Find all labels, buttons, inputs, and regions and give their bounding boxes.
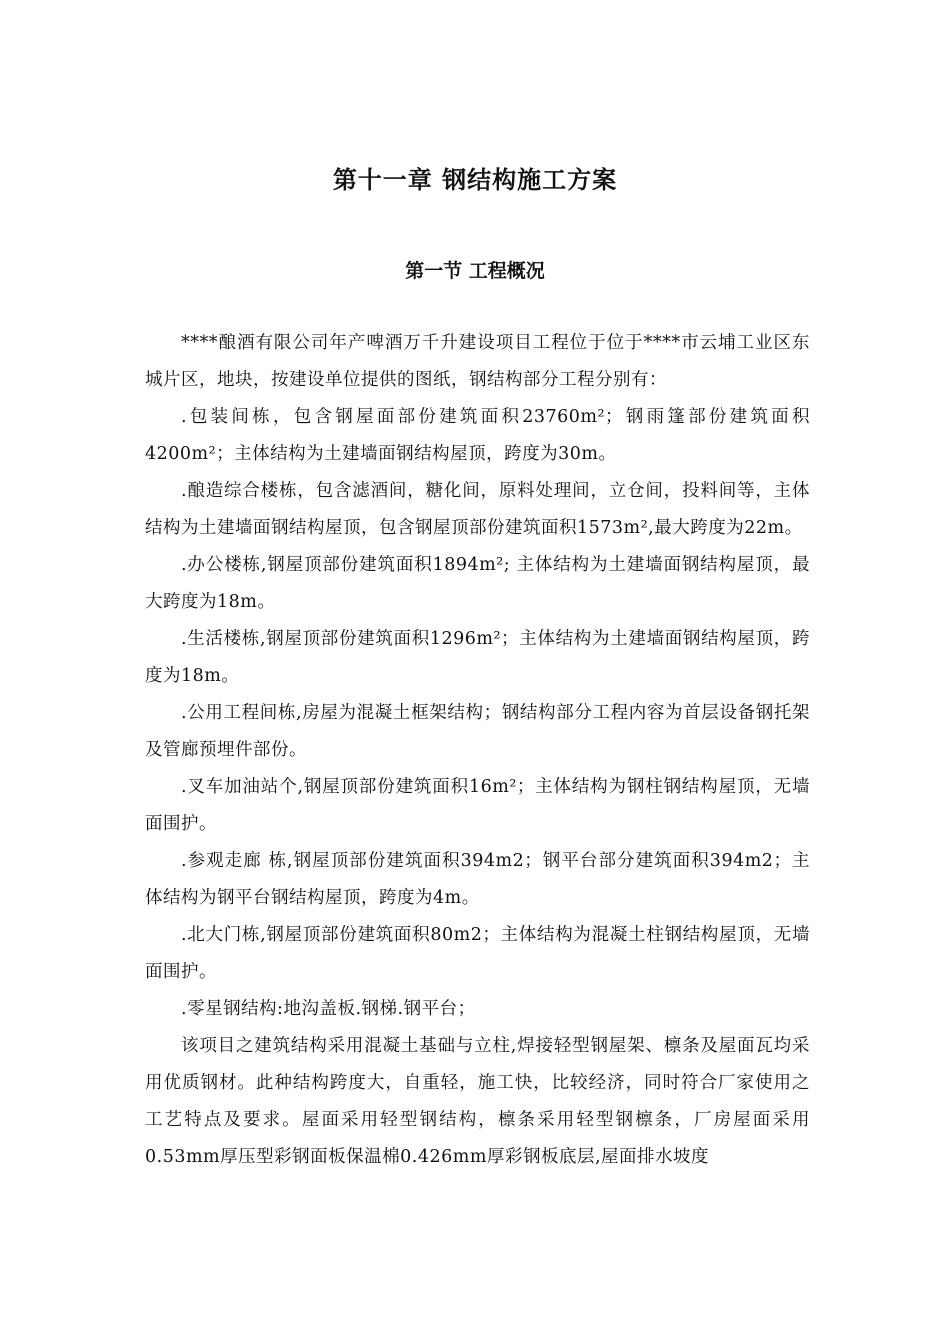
paragraph-utility-building: .公用工程间栋,房屋为混凝土框架结构；钢结构部分工程内容为首层设备钢托架及管廊预埋件部份。 xyxy=(145,703,810,760)
chapter-title: 第十一章 钢结构施工方案 xyxy=(332,166,618,194)
paragraph-living-building: .生活楼栋,钢屋顶部份建筑面积1296m²；主体结构为土建墙面钢结构屋顶，跨度为18m。 xyxy=(145,629,810,686)
body-text xyxy=(145,325,810,1176)
paragraph-north-gate: .北大门栋,钢屋顶部份建筑面积80m2；主体结构为混凝土柱钢结构屋顶，无墙面围护。 xyxy=(145,925,810,982)
section-title: 第一节 工程概况 xyxy=(405,260,545,282)
paragraph-intro: ****酿酒有限公司年产啤酒万千升建设项目工程位于位于****市云埔工业区东城片区，地块，按建设单位提供的图纸，钢结构部分工程分别有： xyxy=(145,333,810,390)
paragraph-office-building: .办公楼栋,钢屋顶部份建筑面积1894m²; 主体结构为土建墙面钢结构屋顶，最大跨度为18m。 xyxy=(145,555,810,612)
paragraph-packaging-building: .包装间栋，包含钢屋面部份建筑面积23760m²；钢雨篷部份建筑面积4200m²；主体结构为土建墙面钢结构屋顶，跨度为30m。 xyxy=(145,407,810,464)
paragraph-structure-description: 该项目之建筑结构采用混凝土基础与立柱,焊接轻型钢屋架、檩条及屋面瓦均采用优质钢材。此种结构跨度大，自重轻，施工快，比较经济，同时符合厂家使用之工艺特点及要求。屋面采用轻型钢结构，檩条采用轻型钢檩条，厂房屋面采用0.53mm厚压型彩钢面板保温棉0.426mm厚彩钢板底层,屋面排水坡度 xyxy=(145,1036,810,1167)
paragraph-misc-steel: .零星钢结构:地沟盖板.钢梯.钢平台； xyxy=(181,999,476,1019)
paragraph-forklift-station: .叉车加油站个,钢屋顶部份建筑面积16m²；主体结构为钢柱钢结构屋顶，无墙面围护。 xyxy=(145,777,810,834)
paragraph-brewing-building: .酿造综合楼栋，包含滤酒间，糖化间，原料处理间，立仓间，投料间等，主体结构为土建墙面钢结构屋顶，包含钢屋顶部份建筑面积1573m²,最大跨度为22m。 xyxy=(145,481,810,538)
paragraph-visitor-corridor: .参观走廊 栋,钢屋顶部份建筑面积394m2；钢平台部分建筑面积394m2；主体结构为钢平台钢结构屋顶，跨度为4m。 xyxy=(145,851,810,908)
